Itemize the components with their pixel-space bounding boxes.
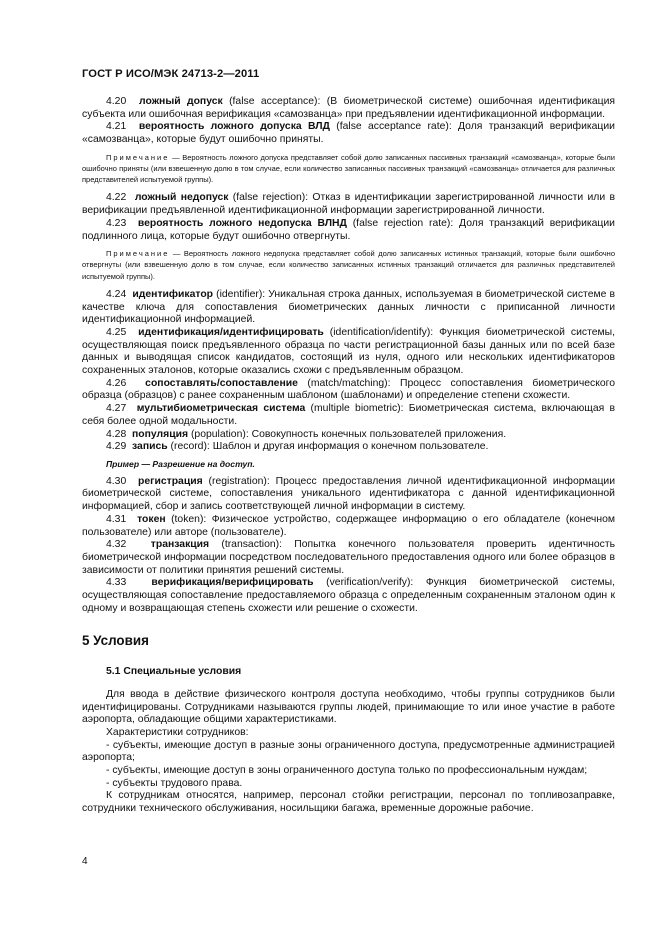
term-4-27: 4.27 мультибиометрическая система (multiple biometric): Биометрическая система, включающая в себя более одной модальности. <box>82 403 616 427</box>
term-4-20: 4.20 ложный допуск (false acceptance): (В биометрической системе) ошибочная идентификация субъекта или ошибочная верификация «самозванца» при предъявлении идентификационной информации. <box>82 96 615 120</box>
term-4-29: 4.29 запись (record): Шаблон и другая информация о конечном пользователе. <box>106 441 489 453</box>
list-item: - субъекты, имеющие доступ в зоны ограниченного доступа только по профессиональным нуждам; <box>106 765 588 777</box>
document-header: ГОСТ Р ИСО/МЭК 24713-2—2011 <box>82 68 260 80</box>
document-body <box>82 96 615 816</box>
term-4-32: 4.32 транзакция (transaction): Попытка конечного пользователя проверить идентичность биометрической информации посредством последовательного предоставления одного или более образцов в зависимости от политики принятия решений системы. <box>82 539 615 576</box>
section-title: 5 Условия <box>82 633 149 649</box>
term-4-26: 4.26 сопоставлять/сопоставление (match/matching): Процесс сопоставления биометрического образца (образцов) с ранее сохраненным шаблоном (шаблонами) и определение степени схожести. <box>82 377 615 402</box>
term-4-28: 4.28 популяция (population): Совокупность конечных пользователей приложения. <box>106 428 507 440</box>
example-text: Пример — Разрешение на доступ. <box>106 458 255 469</box>
section-paragraph-1: Для ввода в действие физического контроля доступа необходимо, чтобы группы сотрудников были идентифицированы. Сотрудниками называются группы людей, принимающие то или иное участие в работе аэропорта, обладающие общими характеристиками. <box>82 688 615 726</box>
term-4-21: 4.21 вероятность ложного допуска ВЛД (false acceptance rate): Доля транзакций верификации «самозванца», которые будут ошибочно приняты. <box>82 121 615 146</box>
page-number: 4 <box>82 856 88 867</box>
note-far: Примечание — Вероятность ложного допуска представляет собой долю записанных пассивных транзакций «самозванца», которые были ошибочно приняты (или взвешенную долю в том случае, если количество записанных пассивных транзакций «самозванца» отличается для различных представителей испытуемой группы). <box>82 152 615 185</box>
term-4-23: 4.23 вероятность ложного недопуска ВЛНД (false rejection rate): Доля транзакций верификации подлинного лица, которые будут ошибочно отвергнуты. <box>82 217 615 242</box>
term-4-30: 4.30 регистрация (registration): Процесс предоставления личной идентификационной информации биометрической системе, сопоставления уникального идентификатора с данной идентификационной информацией, сбор и запись соответствующей личной информации в систему. <box>82 475 615 513</box>
note-frr: Примечание — Вероятность ложного недопуска представляет собой долю записанных истинных транзакций, которые были ошибочно отвергнуты (или взвешенную долю в том случае, если количество записанных истинных транзакций отличается для различных представителей испытуемой группы). <box>82 249 615 281</box>
term-4-22: 4.22 ложный недопуск (false rejection): Отказ в идентификации зарегистрированной личности или в верификации предъявленной идентификационной информации зарегистрированной личности. <box>82 192 615 217</box>
list-item: - субъекты, имеющие доступ в разные зоны ограниченного доступа, предусмотренные администрацией аэропорта; <box>82 739 615 764</box>
term-4-33: 4.33 верификация/верифицировать (verification/verify): Функция биометрической системы, осуществляющая сопоставление предоставляемого образца с определенным сохраненным эталоном один к одному и возвращающая степень схожести или решение о схожести. <box>82 577 615 614</box>
list-item: - субъекты трудового права. <box>106 777 243 789</box>
section-paragraph-3: К сотрудникам относятся, например, персонал стойки регистрации, персонал по топливозаправке, сотрудники технического обслуживания, носильщики багажа, временные дорожные рабочие. <box>82 790 615 815</box>
term-4-31: 4.31 токен (token): Физическое устройство, содержащее информацию о его обладателе (конечном пользователе) или авторе (пользователе). <box>82 513 615 538</box>
section-paragraph-2: Характеристики сотрудников: <box>106 726 249 738</box>
term-4-24: 4.24 идентификатор (identifier): Уникальная строка данных, используемая в биометрической системе в качестве ключа для сопоставления биометрических данных личности с приписанной личности идентификационной информацией. <box>82 288 615 326</box>
subsection-title: 5.1 Специальные условия <box>106 666 242 678</box>
term-4-25: 4.25 идентификация/идентифицировать (identification/identify): Функция биометрической системы, осуществляющая поиск предъявленного образца по части регистрационной базы данных или по всей базе данных и выводящая список кандидатов, состоящий из нуля, одного или нескольких идентификаторов сохраненных эталонов, которые оказались схожи с предъявленным образцом. <box>82 326 615 377</box>
